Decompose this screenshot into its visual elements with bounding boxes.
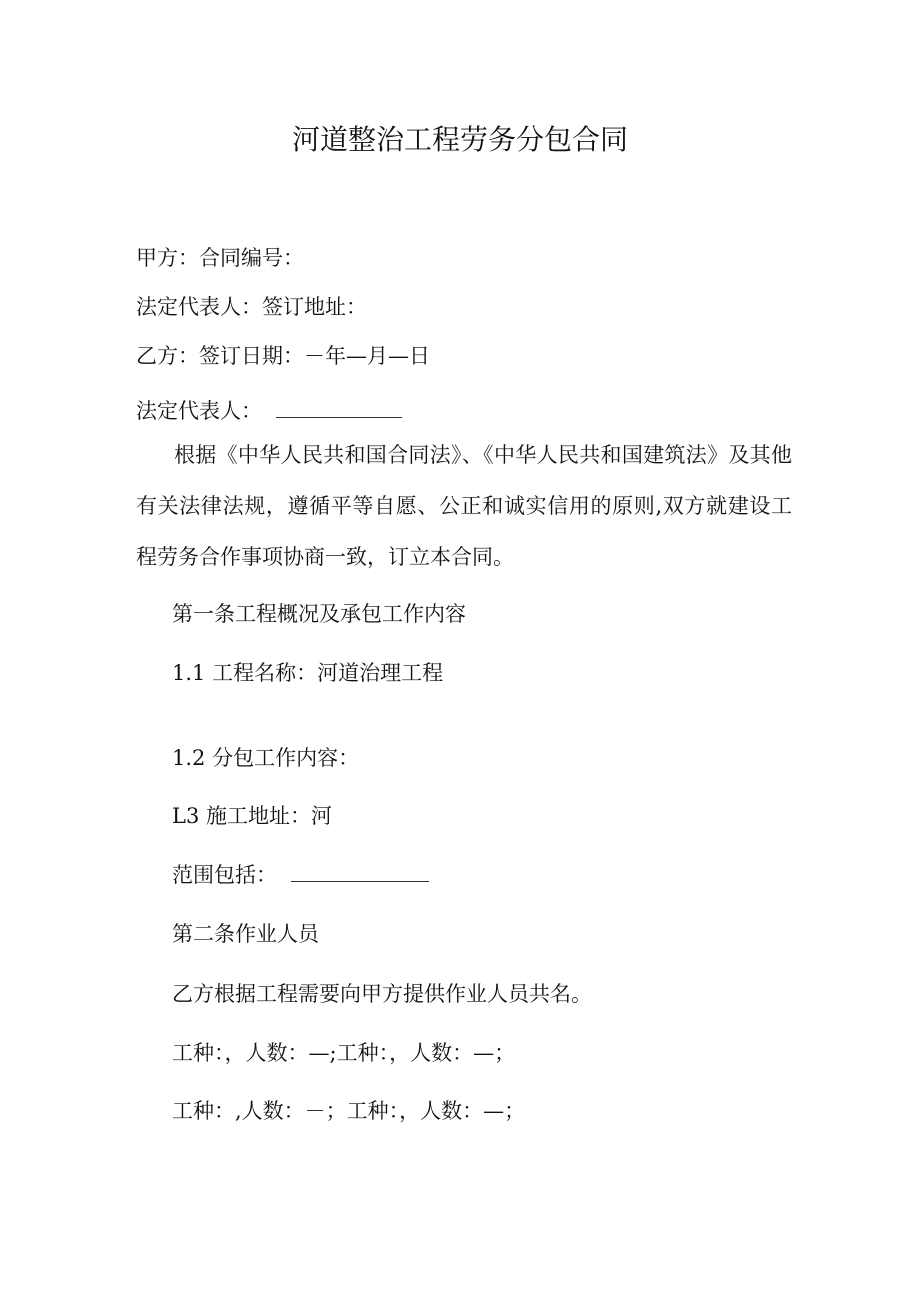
legal-rep-b-row	[136, 397, 402, 425]
article-1-heading: 第一条工程概况及承包工作内容	[172, 602, 466, 626]
article-2-text: 乙方根据工程需要向甲方提供作业人员共名。	[172, 982, 592, 1006]
item-1-2: 1.2 分包工作内容：	[172, 746, 360, 770]
article-2-heading: 第二条作业人员	[172, 922, 319, 946]
worker-line-2: 工种：,人数：－；工种：，人数：—；	[172, 1099, 526, 1123]
legal-rep-b-label: 法定代表人：	[136, 399, 262, 423]
scope-blank	[291, 863, 429, 882]
item-1-1: 1.1 工程名称：河道治理工程	[172, 661, 444, 685]
party-a-line: 甲方：合同编号：	[136, 246, 304, 270]
scope-row	[172, 861, 429, 889]
item-1-3: L3 施工地址：河	[172, 804, 332, 828]
worker-line-1: 工种：，人数：—;工种：，人数：—；	[172, 1041, 516, 1065]
legal-rep-b-blank	[276, 399, 402, 418]
contract-title: 河道整治工程劳务分包合同	[291, 123, 628, 156]
legal-rep-a-line: 法定代表人：签订地址：	[136, 295, 367, 319]
scope-label: 范围包括：	[172, 863, 277, 887]
party-b-line: 乙方：签订日期：－年—月—日	[136, 344, 430, 368]
intro-paragraph: 根据《中华人民共和国合同法》、《中华人民共和国建筑法》及其他有关法律法规，遵循平等自愿、公正和诚实信用的原则,双方就建设工程劳务合作事项协商一致，订立本合同。	[136, 443, 792, 569]
